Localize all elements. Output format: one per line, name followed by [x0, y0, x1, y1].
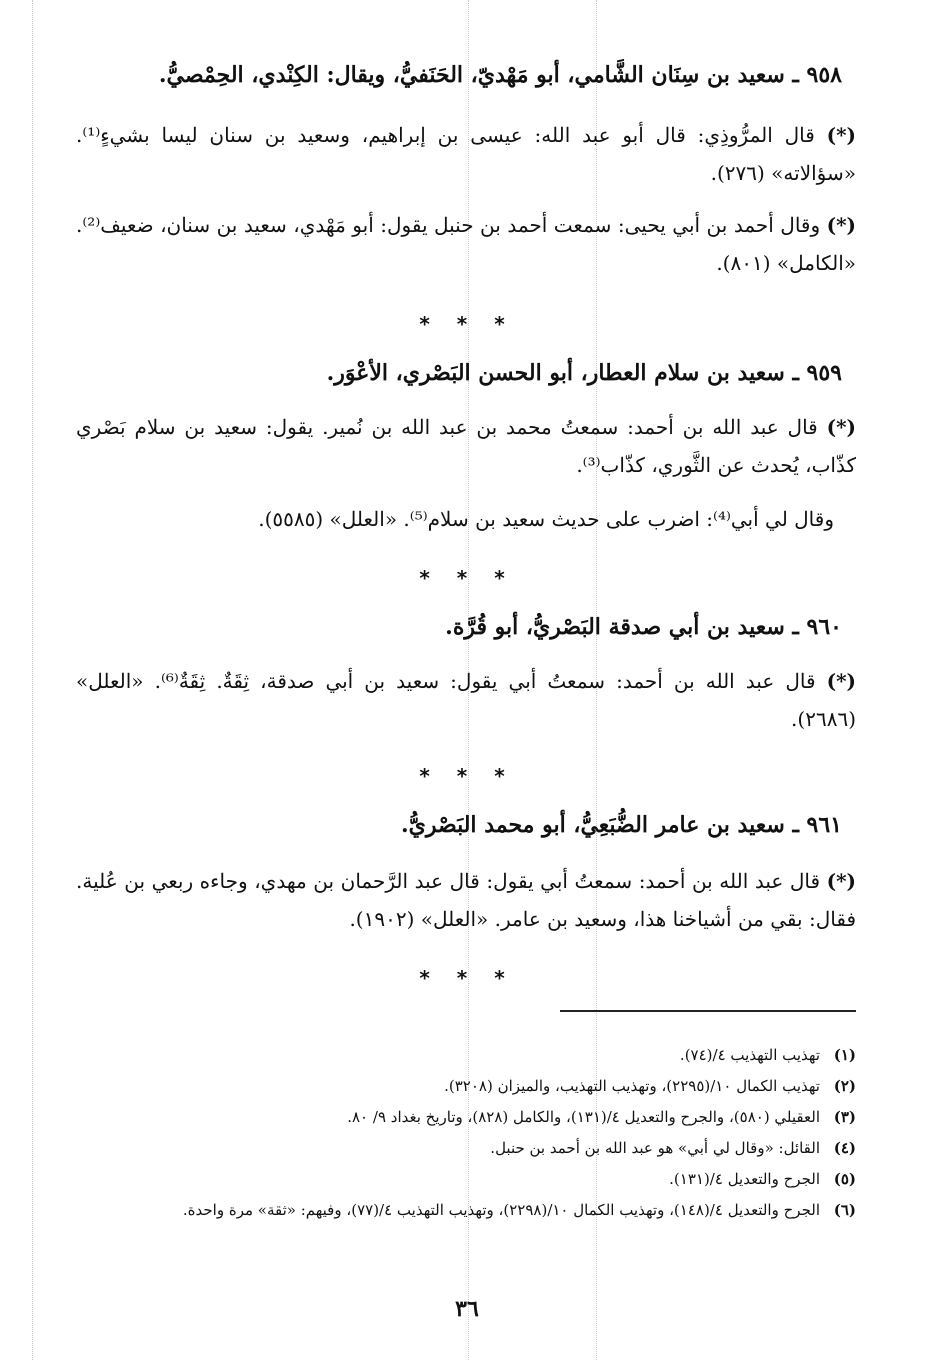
- page-number: ٣٦: [455, 1296, 479, 1322]
- entry-heading: ٩٥٨ ـ سعيد بن سِنَان الشَّامي، أبو مَهْديّ، الحَنَفيُّ، ويقال: الكِنْدي، الحِمْصيُّ.: [158, 62, 842, 88]
- paragraph-text: قال عبد الله بن أحمد: سمعتُ أبي يقول: قال عبد الرَّحمان بن مهدي، وجاءه ربعي بن عُلية. فقال: بقي من أشياخنا هذا، وسعيد بن عامر. «العلل» (١٩٠٢).: [76, 869, 856, 931]
- note-marker: (*): [826, 123, 856, 147]
- footnote-text: الجرح والتعديل ٤/(١٣١).: [669, 1170, 820, 1188]
- footnote-number: (٤): [833, 1139, 856, 1157]
- note-marker: (*): [826, 213, 856, 237]
- footnote-divider: [560, 1010, 856, 1012]
- footnote-number: (٣): [833, 1108, 856, 1126]
- section-separator: * * *: [419, 764, 515, 788]
- note-marker: (*): [826, 669, 857, 693]
- footnotes: [92, 1040, 856, 1226]
- footnote-number: (٥): [833, 1170, 856, 1188]
- footnote-text: الجرح والتعديل ٤/(١٤٨)، وتهذيب الكمال ١٠/(٢٢٩٨)، وتهذيب التهذيب ٤/(٧٧)، وفيهم: «ثقة» مرة واحدة.: [182, 1201, 820, 1219]
- footnote-number: (١): [833, 1046, 856, 1064]
- section-separator: * * *: [419, 312, 515, 336]
- entry-paragraph: [76, 116, 856, 192]
- footnote-text: العقيلي (٥٨٠)، والجرح والتعديل ٤/(١٣١)، والكامل (٨٢٨)، وتاريخ بغداد ٩/ ٨٠.: [347, 1108, 820, 1126]
- entry-heading: ٩٦١ ـ سعيد بن عامر الضُّبَعِيُّ، أبو محمد البَصْريُّ.: [400, 812, 842, 838]
- entry-heading: ٩٥٩ ـ سعيد بن سلام العطار، أبو الحسن البَصْري، الأعْوَر.: [326, 360, 842, 386]
- entry-paragraph: [76, 206, 856, 282]
- footnote-text: تهذيب التهذيب ٤/(٧٤).: [679, 1046, 820, 1064]
- footnote-text: القائل: «وقال لي أبي» هو عبد الله بن أحمد بن حنبل.: [490, 1139, 820, 1157]
- entry-paragraph: [76, 862, 856, 938]
- footnote: [92, 1133, 856, 1164]
- footnote-text: تهذيب الكمال ١٠/(٢٢٩٥)، وتهذيب التهذيب، والميزان (٣٢٠٨).: [444, 1077, 820, 1095]
- scan-guide-line: [32, 0, 33, 1360]
- footnote: [92, 1164, 856, 1195]
- entry-paragraph: [76, 662, 856, 738]
- paragraph-text: وقال أحمد بن أبي يحيى: سمعت أحمد بن حنبل يقول: أبو مَهْدي، سعيد بن سنان، ضعيف⁽²⁾. «الكامل» (٨٠١).: [76, 213, 856, 275]
- note-marker: (*): [826, 869, 856, 893]
- paragraph-text: قال عبد الله بن أحمد: سمعتُ أبي يقول: سعيد بن أبي صدقة، ثِقَةٌ. ثِقَةٌ⁽⁶⁾. «العلل» (٢٦٨٦).: [76, 669, 856, 731]
- section-separator: * * *: [419, 566, 515, 590]
- entry-heading: ٩٦٠ ـ سعيد بن أبي صدقة البَصْريُّ، أبو قُرَّة.: [445, 614, 842, 640]
- paragraph-text: قال المرُّوذِي: قال أبو عبد الله: عيسى بن إبراهيم، وسعيد بن سنان ليسا بشيءٍ⁽¹⁾. «سؤالاته» (٢٧٦).: [76, 123, 856, 185]
- footnote: [92, 1102, 856, 1133]
- footnote: [92, 1195, 856, 1226]
- entry-paragraph: [76, 408, 856, 484]
- paragraph-text: وقال لي أبي⁽⁴⁾: اضرب على حديث سعيد بن سلام⁽⁵⁾. «العلل» (٥٥٨٥).: [258, 507, 834, 531]
- note-marker: (*): [826, 415, 856, 439]
- footnote-number: (٢): [833, 1077, 856, 1095]
- footnote: [92, 1040, 856, 1071]
- footnote: [92, 1071, 856, 1102]
- entry-paragraph: [76, 500, 834, 538]
- paragraph-text: قال عبد الله بن أحمد: سمعتُ محمد بن عبد الله بن نُمير. يقول: سعيد بن سلام بَصْري كذّاب، يُحدث عن الثَّوري، كذّاب⁽³⁾.: [76, 415, 856, 477]
- section-separator: * * *: [419, 966, 515, 990]
- footnote-number: (٦): [833, 1201, 856, 1219]
